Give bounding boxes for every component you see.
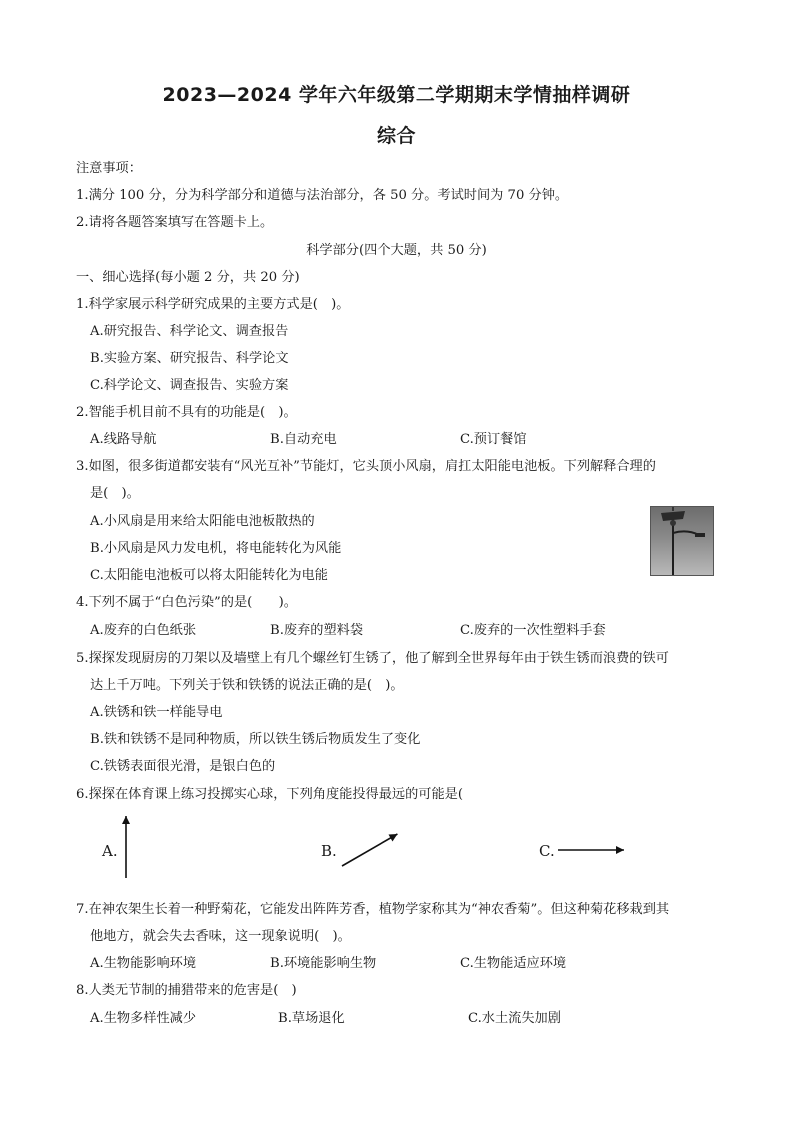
question-option: C.预订餐馆 (460, 432, 527, 447)
page-subtitle: 综合 (376, 125, 416, 147)
street-lamp-photo (650, 506, 714, 576)
question-option: B.废弃的塑料袋 (270, 623, 364, 638)
section-title: 科学部分(四个大题，共 50 分) (306, 243, 487, 258)
question-stem: 8.人类无节制的捕猎带来的危害是( ) (76, 983, 297, 998)
question-stem: 2.智能手机目前不具有的功能是( )。 (76, 405, 297, 420)
note-item: 2.请将各题答案填写在答题卡上。 (76, 215, 274, 230)
question-stem: 4.下列不属于“白色污染”的是( )。 (76, 595, 297, 610)
question-option: C.水土流失加剧 (468, 1011, 561, 1026)
question-stem: 是( )。 (90, 486, 140, 501)
question-option: A.废弃的白色纸张 (90, 623, 197, 638)
page-title: 2023—2024 学年六年级第二学期期末学情抽样调研 (162, 84, 631, 106)
question-option: C.科学论文、调查报告、实验方案 (90, 378, 289, 393)
question-option: A.生物多样性减少 (90, 1011, 197, 1026)
question-option: B.实验方案、研究报告、科学论文 (90, 351, 289, 366)
option-label: B. (321, 842, 337, 860)
notes-heading: 注意事项： (76, 161, 142, 176)
question-option: A.铁锈和铁一样能导电 (90, 705, 223, 720)
question-stem: 3.如图，很多街道都安装有“风光互补”节能灯，它头顶小风扇，肩扛太阳能电池板。下列解释合理的 (76, 459, 656, 474)
option-label: C. (539, 842, 555, 860)
question-option: C.废弃的一次性塑料手套 (460, 623, 606, 638)
throw-angle-diagram (0, 808, 793, 878)
question-stem: 6.探探在体育课上练习投掷实心球，下列角度能投得最远的可能是( (76, 787, 463, 802)
throw-arrow-head (122, 816, 130, 824)
question-option: A.小风扇是用来给太阳能电池板散热的 (90, 514, 315, 529)
question-option: B.铁和铁锈不是同种物质，所以铁生锈后物质发生了变化 (90, 732, 421, 747)
question-option: B.自动充电 (270, 432, 337, 447)
part-heading: 一、细心选择(每小题 2 分，共 20 分) (76, 270, 300, 285)
question-stem: 他地方，就会失去香味，这一现象说明( )。 (90, 929, 351, 944)
option-label: A. (102, 842, 118, 860)
question-option: B.环境能影响生物 (270, 956, 377, 971)
question-option: C.铁锈表面很光滑，是银白色的 (90, 759, 276, 774)
question-stem: 7.在神农架生长着一种野菊花，它能发出阵阵芳香，植物学家称其为“神农香菊”。但这种菊花移栽到其 (76, 902, 670, 917)
question-stem: 达上千万吨。下列关于铁和铁锈的说法正确的是( )。 (90, 678, 404, 693)
throw-arrow-head (616, 846, 624, 854)
question-option: A.线路导航 (90, 432, 157, 447)
question-option: B.草场退化 (278, 1011, 345, 1026)
question-stem: 5.探探发现厨房的刀架以及墙壁上有几个螺丝钉生锈了，他了解到全世界每年由于铁生锈而浪费的铁可 (76, 651, 669, 666)
question-option: A.研究报告、科学论文、调查报告 (90, 324, 289, 339)
question-stem: 1.科学家展示科学研究成果的主要方式是( )。 (76, 297, 350, 312)
arrows-svg (0, 808, 793, 878)
question-option: C.太阳能电池板可以将太阳能转化为电能 (90, 568, 328, 583)
throw-arrow-line (342, 834, 397, 866)
note-item: 1.满分 100 分，分为科学部分和道德与法治部分，各 50 分。考试时间为 70 分钟。 (76, 188, 569, 203)
question-option: C.生物能适应环境 (460, 956, 567, 971)
question-option: A.生物能影响环境 (90, 956, 197, 971)
question-option: B.小风扇是风力发电机，将电能转化为风能 (90, 541, 342, 556)
